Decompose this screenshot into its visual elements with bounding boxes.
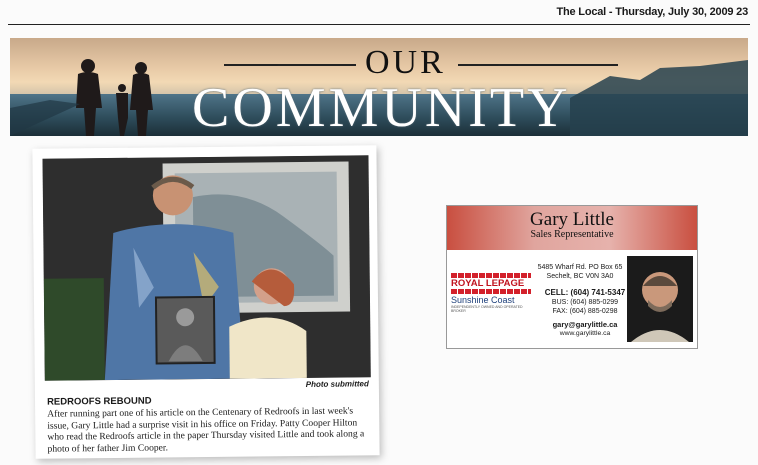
our-rule-right (458, 64, 618, 66)
ad-header (447, 206, 697, 250)
page-header: The Local - Thursday, July 30, 2009 23 (556, 6, 748, 18)
ad-address (535, 263, 625, 281)
article-title: REDROOFS REBOUND (46, 395, 152, 408)
header-rule (8, 24, 750, 25)
address-line-1: 5485 Wharf Rd. PO Box 65 (537, 264, 623, 271)
banner-community: COMMUNITY (192, 77, 571, 136)
royal-lepage-logo (451, 273, 531, 313)
ad-website: www.garylittle.ca (559, 330, 611, 337)
community-banner (10, 38, 748, 136)
banner-our: OUR (365, 44, 446, 81)
logo-brand: ROYAL LEPAGE (451, 278, 525, 289)
agent-portrait (627, 256, 693, 342)
realtor-ad (446, 205, 698, 349)
address-line-2: Sechelt, BC V0N 3A0 (546, 273, 614, 280)
agent-photo (627, 256, 693, 342)
photo-illustration (42, 155, 370, 380)
our-rule-left (224, 64, 356, 66)
article-body: After running part one of his article on the Centenary of Redroofs in last week's issue, Gary Little had a surprise visit in his office on Friday. Patty Cooper Hilton who read the Redroofs article in the paper Thursday visited Little and took along a photo of her father Jim Cooper. (47, 405, 365, 455)
logo-tagline: INDEPENDENTLY OWNED AND OPERATED BROKER (451, 305, 523, 313)
ad-agent-name: Gary Little (530, 209, 614, 230)
logo-sub: Sunshine Coast (451, 295, 515, 305)
ad-bus-phone: BUS: (604) 885-0299 (551, 299, 619, 306)
photo-credit: Photo submitted (305, 379, 369, 389)
article-card (32, 145, 379, 459)
ad-phones (535, 298, 635, 316)
logo-bar-bottom (451, 289, 531, 294)
ad-email: gary@garylittle.ca (552, 320, 618, 329)
ad-agent-role: Sales Representative (530, 229, 614, 240)
ad-fax: FAX: (604) 885-0298 (552, 308, 618, 315)
ad-cell-phone: CELL: (604) 741-5347 (544, 288, 626, 297)
article-photo (42, 155, 370, 380)
